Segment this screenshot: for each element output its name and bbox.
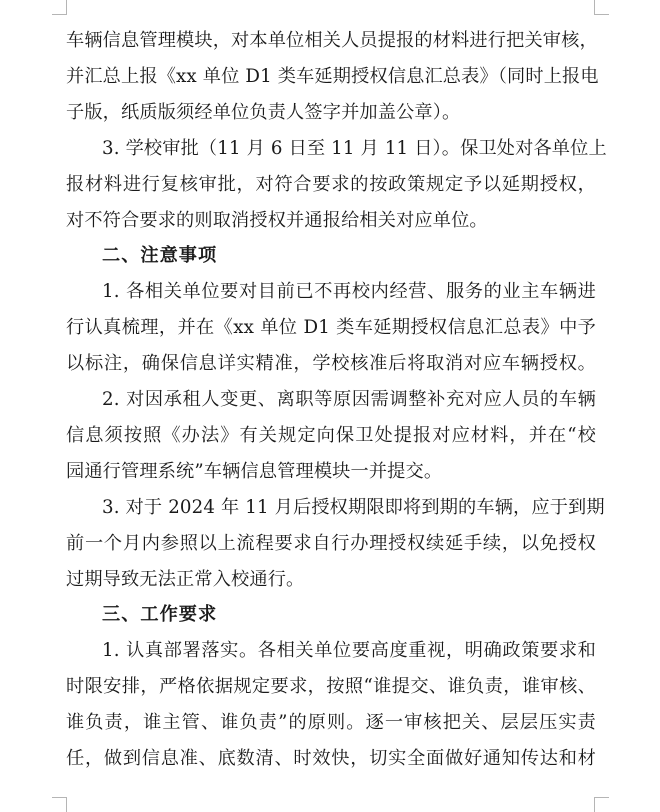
body-line: 时限安排，严格依据规定要求，按照“谁提交、谁负责，谁审核、 bbox=[66, 676, 596, 697]
crop-mark-top-left bbox=[52, 0, 67, 15]
body-line: 过期导致无法正常入校通行。 bbox=[66, 569, 305, 590]
body-line: 1. 各相关单位要对目前已不再校内经营、服务的业主车辆进 bbox=[102, 281, 596, 302]
body-line: 子版，纸质版须经单位负责人签字并加盖公章）。 bbox=[66, 102, 461, 123]
body-line: 行认真梳理，并在《xx 单位 D1 类车延期授权信息汇总表》中予 bbox=[66, 317, 596, 338]
section-heading-notes: 二、注意事项 bbox=[102, 245, 218, 266]
body-line: 园通行管理系统”车辆信息管理模块一并提交。 bbox=[66, 461, 443, 482]
body-line: 2. 对因承租人变更、离职等原因需调整补充对应人员的车辆 bbox=[102, 389, 596, 410]
body-line: 谁负责，谁主管、谁负责”的原则。逐一审核把关、层层压实责 bbox=[66, 712, 596, 733]
body-line: 3. 对于 2024 年 11 月后授权期限即将到期的车辆，应于到期 bbox=[102, 497, 605, 518]
body-line: 以标注，确保信息详实精准，学校核准后将取消对应车辆授权。 bbox=[66, 353, 596, 374]
crop-mark-bottom-right bbox=[594, 797, 609, 812]
body-line: 报材料进行复核审批，对符合要求的按政策规定予以延期授权， bbox=[66, 174, 596, 195]
body-line: 3. 学校审批（11 月 6 日至 11 月 11 日）。保卫处对各单位上 bbox=[102, 138, 607, 159]
body-line: 1. 认真部署落实。各相关单位要高度重视，明确政策要求和 bbox=[102, 640, 596, 661]
body-line: 对不符合要求的则取消授权并通报给相关对应单位。 bbox=[66, 210, 488, 231]
body-line: 车辆信息管理模块，对本单位相关人员提报的材料进行把关审核， bbox=[66, 30, 598, 51]
section-heading-requirements: 三、工作要求 bbox=[102, 604, 218, 625]
body-line: 任，做到信息准、底数清、时效快，切实全面做好通知传达和材 bbox=[66, 748, 596, 769]
crop-mark-bottom-left bbox=[52, 797, 67, 812]
body-line: 信息须按照《办法》有关规定向保卫处提报对应材料，并在“校 bbox=[66, 425, 596, 446]
body-line: 并汇总上报《xx 单位 D1 类车延期授权信息汇总表》（同时上报电 bbox=[66, 66, 599, 87]
crop-mark-top-right bbox=[594, 0, 609, 15]
body-line: 前一个月内参照以上流程要求自行办理授权续延手续，以免授权 bbox=[66, 533, 596, 554]
